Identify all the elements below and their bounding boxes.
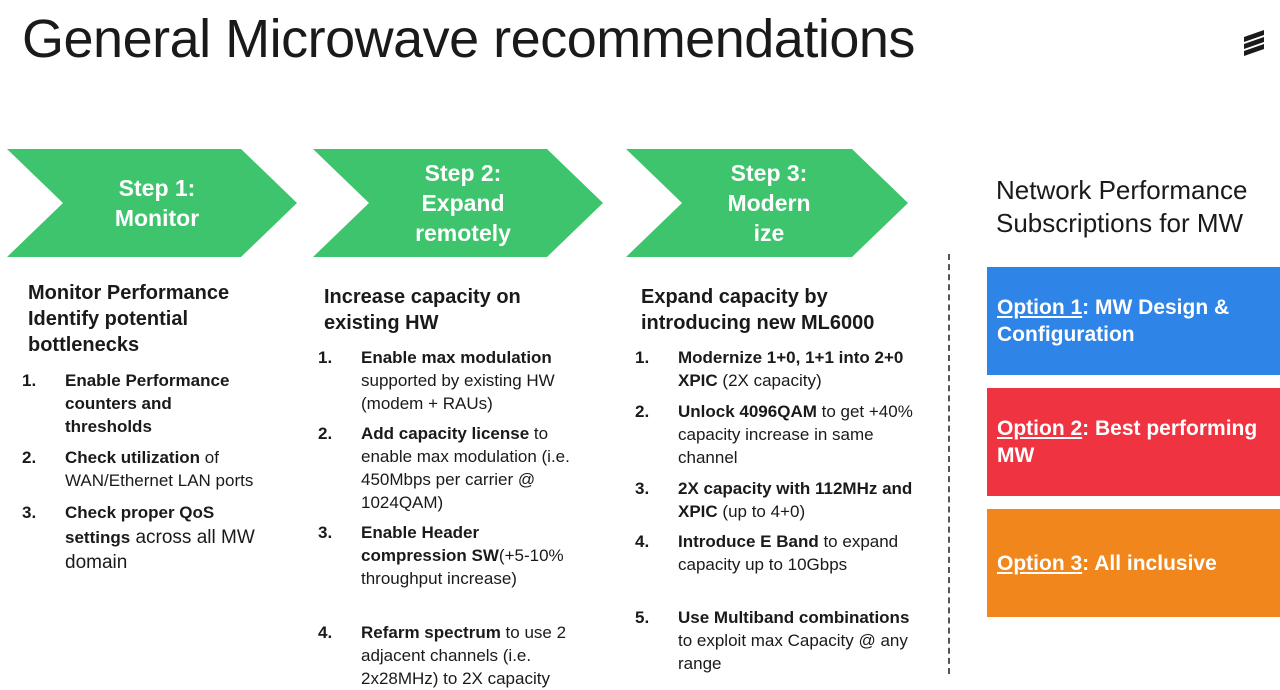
step-2-item: 2. Add capacity license to enable max modulation (i.e. 450Mbps per carrier @ 1024QAM) (318, 424, 570, 512)
option-1-box[interactable]: Option 1: MW Design & Configuration (987, 267, 1280, 375)
step-3-item: 4. Introduce E Band to expand capacity up to 10Gbps (635, 532, 899, 574)
step-3-item: 1. Modernize 1+0, 1+1 into 2+0 XPIC (2X capacity) (635, 348, 904, 390)
step-3-label-line1: Step 3: (730, 160, 808, 186)
step-2-column (324, 284, 584, 336)
step-3-column (641, 284, 931, 336)
step-1-item: 3. Check proper QoS settings across all MW domain (22, 503, 255, 573)
step-1-column (28, 280, 288, 358)
step-2-item: 3. Enable Header compression SW(+5-10% throughput increase) (318, 523, 564, 588)
step-2-label-line3: remotely (415, 220, 511, 246)
step-2-label-line1: Step 2: (424, 160, 502, 186)
step-1-item: 1. Enable Performance counters and thresholds (22, 371, 230, 436)
step-3-label-line3: ize (753, 220, 785, 246)
page-title: General Microwave recommendations (22, 9, 915, 69)
option-1-link[interactable]: Option 1 (997, 296, 1083, 319)
step-1-item: 2. Check utilization of WAN/Ethernet LAN ports (22, 448, 254, 490)
step-3-label-line2: Modern (727, 190, 811, 216)
step-1-chevron (7, 149, 297, 257)
dashed-divider (948, 254, 950, 674)
step-3-item: 3. 2X capacity with 112MHz and XPIC (up to 4+0) (635, 479, 913, 521)
option-3-link[interactable]: Option 3 (997, 551, 1083, 575)
step-2-chevron (313, 149, 603, 257)
step-1-label-line2: Monitor (114, 205, 200, 231)
step-2-item: 1. Enable max modulation supported by existing HW (modem + RAUs) (318, 348, 555, 413)
step-1-label-line1: Step 1: (118, 175, 196, 201)
ericsson-logo-icon (1240, 28, 1268, 58)
step-2-heading: Increase capacity on existing HW (324, 286, 521, 334)
step-3-heading: Expand capacity by introducing new ML6000 (641, 286, 875, 334)
step-3-chevron (626, 149, 908, 257)
step-3-item: 5. Use Multiband combinations to exploit max Capacity @ any range (635, 608, 910, 673)
step-2-label-line2: Expand (421, 190, 505, 216)
step-2-item: 4. Refarm spectrum to use 2 adjacent channels (i.e. 2x28MHz) to 2X capacity (318, 623, 567, 688)
option-2-link[interactable]: Option 2 (997, 417, 1083, 440)
option-3-box[interactable]: Option 3: All inclusive (987, 509, 1280, 617)
subscriptions-heading: Network Performance Subscriptions for MW (996, 175, 1248, 238)
option-2-box[interactable]: Option 2: Best performing MW (987, 388, 1280, 496)
step-3-item: 2. Unlock 4096QAM to get +40% capacity increase in same channel (635, 402, 913, 467)
step-1-heading: Monitor Performance Identify potential bottlenecks (28, 282, 230, 356)
